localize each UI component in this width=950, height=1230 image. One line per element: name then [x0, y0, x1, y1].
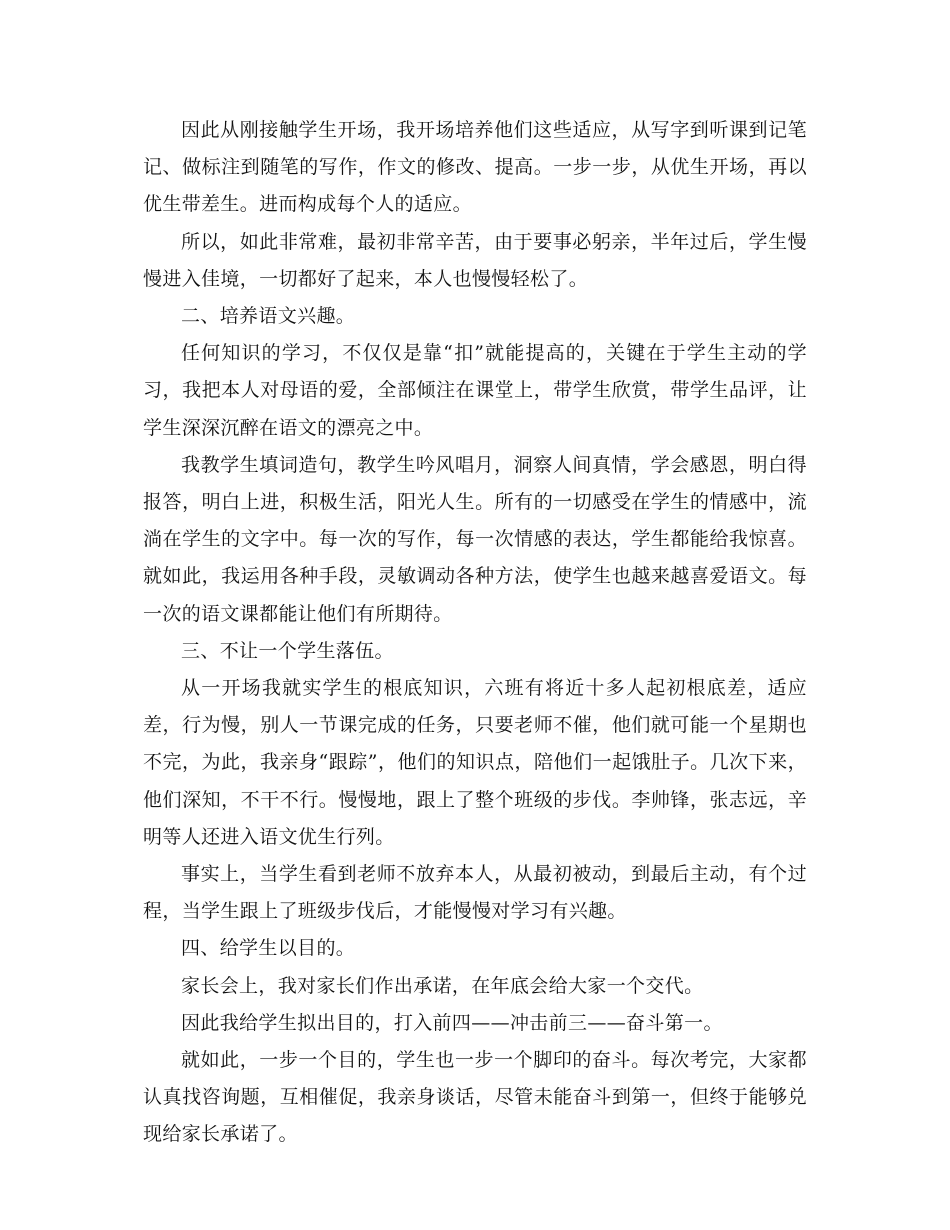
- paragraph: 我教学生填词造句，教学生吟风唱月，洞察人间真情，学会感恩，明白得报答，明白上进，积极生活，阳光人生。所有的一切感受在学生的情感中，流淌在学生的文字中。每一次的写作，每一次情感的表达，学生都能给我惊喜。就如此，我运用各种手段，灵敏调动各种方法，使学生也越来越喜爱语文。每一次的语文课都能让他们有所期待。: [143, 453, 807, 625]
- paragraph: 就如此，一步一个目的，学生也一步一个脚印的奋斗。每次考完，大家都认真找咨询题，互相催促，我亲身谈话，尽管未能奋斗到第一，但终于能够兑现给家长承诺了。: [143, 1049, 807, 1146]
- section-heading: 四、给学生以目的。: [181, 937, 356, 960]
- paragraph: 任何知识的学习，不仅仅是靠“扣”就能提高的，关键在于学生主动的学习，我把本人对母语的爱，全部倾注在课堂上，带学生欣赏，带学生品评，让学生深深沉醉在语文的漂亮之中。: [143, 342, 807, 439]
- paragraph: 从一开场我就实学生的根底知识，六班有将近十多人起初根底差，适应差，行为慢，别人一节课完成的任务，只要老师不催，他们就可能一个星期也不完，为此，我亲身“跟踪”，他们的知识点，陪他们一起饿肚子。几次下来，他们深知，不干不行。慢慢地，跟上了整个班级的步伐。李帅锋，张志远，辛明等人还进入语文优生行列。: [143, 677, 807, 848]
- paragraph: 因此从刚接触学生开场，我开场培养他们这些适应，从写字到听课到记笔记、做标注到随笔的写作，作文的修改、提高。一步一步，从优生开场，再以优生带差生。进而构成每个人的适应。: [143, 119, 807, 216]
- paragraph: 所以，如此非常难，最初非常辛苦，由于要事必躬亲，半年过后，学生慢慢进入佳境，一切都好了起来，本人也慢慢轻松了。: [143, 230, 807, 290]
- section-heading: 三、不让一个学生落伍。: [181, 639, 394, 662]
- paragraph: 家长会上，我对家长们作出承诺，在年底会给大家一个交代。: [181, 974, 704, 997]
- paragraph: 事实上，当学生看到老师不放弃本人，从最初被动，到最后主动，有个过程，当学生跟上了班级步伐后，才能慢慢对学习有兴趣。: [143, 863, 807, 923]
- section-heading: 二、培养语文兴趣。: [181, 305, 356, 328]
- document-body: [143, 112, 807, 1154]
- paragraph: 因此我给学生拟出目的，打入前四——冲击前三——奋斗第一。: [181, 1011, 723, 1034]
